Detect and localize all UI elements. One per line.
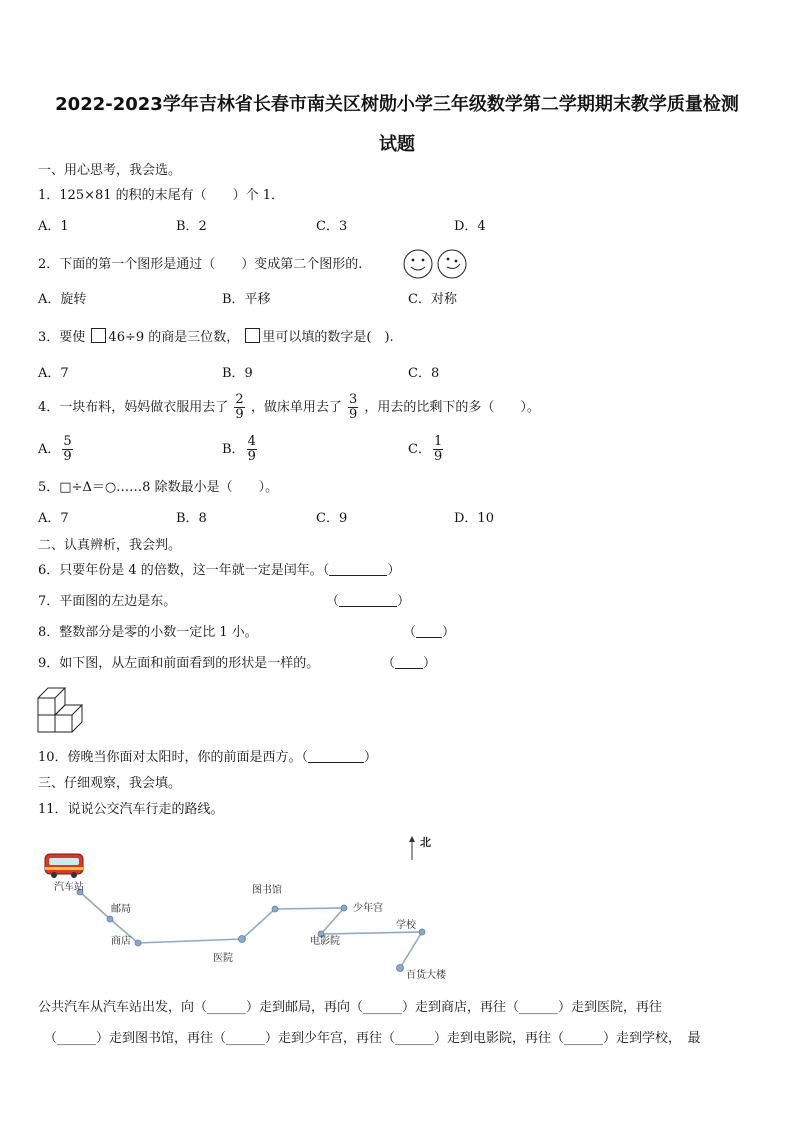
q3-option-a: A．7 <box>38 366 69 381</box>
q4-option-a: A． $\frac{5}{9}$ <box>38 434 72 464</box>
fraction-3-9: $\frac{3}{9}$ <box>349 392 358 422</box>
label-bus-station: 汽车站 <box>54 882 84 893</box>
stop-shop <box>135 940 141 946</box>
q3-option-b: B．9 <box>222 366 253 381</box>
question-5: 5．□÷Δ＝○……8 除数最小是（ ）。 <box>38 480 279 495</box>
q4-part-2: ，做床单用去了 <box>250 400 342 415</box>
q4-part-3: ，用去的比剩下的多（ ）。 <box>364 400 540 415</box>
section-2-heading: 二、认真辨析，我会判。 <box>38 538 182 553</box>
section-3-heading: 三、仔细观察，我会填。 <box>38 776 182 791</box>
question-9: 9．如下图，从左面和前面看到的形状是一样的。 <box>38 656 320 671</box>
q5-option-d: D．10 <box>454 511 494 526</box>
question-3 <box>38 328 394 347</box>
q3-part-2: 46÷9 的商是三位数， <box>108 330 240 345</box>
label-school: 学校 <box>396 920 416 931</box>
stop-school <box>419 929 425 935</box>
q1-option-a: A．1 <box>38 219 69 234</box>
q4-option-c: C． $\frac{1}{9}$ <box>408 434 443 464</box>
q2-option-b: B．平移 <box>222 292 271 307</box>
q3-option-c: C．8 <box>408 366 440 381</box>
label-shop: 商店 <box>111 936 131 947</box>
question-7: 7．平面图的左边是东。 <box>38 594 177 609</box>
q2-option-a: A．旋转 <box>38 292 87 307</box>
smiley-faces-figure <box>400 248 472 280</box>
bus-icon <box>45 854 83 878</box>
q8-answer: （ ） <box>403 625 456 640</box>
document-title-continued: 试题 <box>379 134 415 155</box>
q5-option-c: C．9 <box>316 511 348 526</box>
stop-department-store <box>397 965 404 972</box>
answer-blank[interactable] <box>339 594 397 607</box>
smiley-face-rotated-icon <box>438 250 466 278</box>
q5-option-b: B．8 <box>176 511 207 526</box>
blank-square-icon <box>91 328 106 343</box>
label-cinema: 电影院 <box>310 936 340 947</box>
blank-square-icon <box>245 328 260 343</box>
section-1-heading: 一、用心思考，我会选。 <box>38 163 182 178</box>
answer-blank[interactable] <box>308 750 364 763</box>
north-arrow-icon <box>409 836 415 860</box>
q3-part-1: 3．要使 <box>38 330 86 345</box>
question-2: 2．下面的第一个图形是通过（ ）变成第二个图形的. <box>38 257 363 272</box>
q1-option-b: B．2 <box>176 219 207 234</box>
label-youth-palace: 少年宫 <box>353 903 383 914</box>
label-hospital: 医院 <box>213 953 233 964</box>
cube-stack-figure <box>36 684 92 736</box>
question-1: 1．125×81 的积的末尾有（ ）个 1． <box>38 188 285 203</box>
q4-option-b: B． $\frac{4}{9}$ <box>222 434 256 464</box>
q11-fill-line-2: （______）走到图书馆，再往（______）走到少年宫，再往（______）走到电影院，再往（______）走到学校， 最 <box>44 1031 701 1046</box>
label-department-store: 百货大楼 <box>406 970 446 981</box>
label-library: 图书馆 <box>252 885 282 896</box>
fraction-2-9: $\frac{2}{9}$ <box>235 392 244 422</box>
q7-answer: （ ） <box>326 594 411 609</box>
stop-hospital <box>239 936 246 943</box>
q11-fill-line-1: 公共汽车从汽车站出发，向（______）走到邮局，再向（______）走到商店，再往（______）走到医院，再往 <box>38 1000 663 1015</box>
question-10: 10．傍晚当你面对太阳时，你的前面是西方。（ ） <box>38 750 378 765</box>
question-11: 11．说说公交汽车行走的路线。 <box>38 802 224 817</box>
q4-part-1: 4．一块布料，妈妈做衣服用去了 <box>38 400 229 415</box>
question-6: 6．只要年份是 4 的倍数，这一年就一定是闰年。（ ） <box>38 563 401 578</box>
north-label: 北 <box>420 836 431 849</box>
answer-blank[interactable] <box>416 625 442 638</box>
q1-option-d: D．4 <box>454 219 486 234</box>
q3-part-3: 里可以填的数字是( ). <box>262 330 394 345</box>
q9-answer: （ ） <box>382 656 437 671</box>
document-title: 2022-2023学年吉林省长春市南关区树勋小学三年级数学第二学期期末教学质量检测 <box>55 94 739 115</box>
label-post-office: 邮局 <box>111 904 131 915</box>
answer-blank[interactable] <box>329 563 387 576</box>
q1-option-c: C．3 <box>316 219 348 234</box>
stop-youth-palace <box>341 905 347 911</box>
question-8: 8．整数部分是零的小数一定比 1 小。 <box>38 625 258 640</box>
stop-post-office <box>107 916 113 922</box>
answer-blank[interactable] <box>395 656 423 669</box>
bus-route-map <box>30 828 470 988</box>
q5-option-a: A．7 <box>38 511 69 526</box>
smiley-face-icon <box>404 250 432 278</box>
stop-library <box>272 906 278 912</box>
q2-option-c: C．对称 <box>408 292 457 307</box>
question-4 <box>38 392 540 424</box>
